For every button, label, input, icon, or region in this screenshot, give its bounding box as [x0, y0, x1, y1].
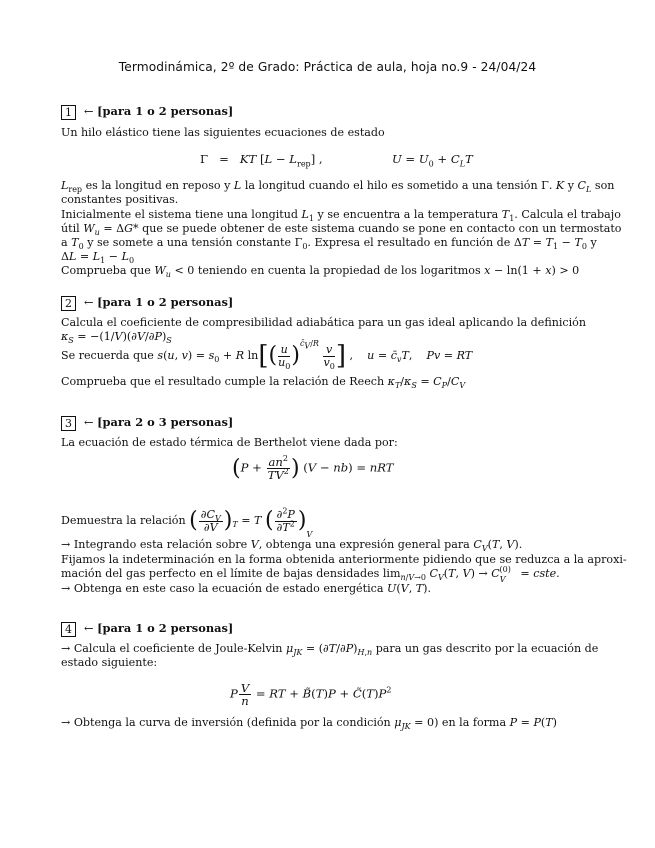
- group-size: [para 2 o 3 personas]: [97, 415, 234, 429]
- problem-2-text: Se recuerda que s(u, $v) = s_0 + R$ ln[( $\frac{u}{u_0}$ )$^{c̄_V/R}$ $\frac{v}{v_0}$ ] , $u = c̄_vT$, Pv = RT: [61, 339, 473, 371]
- problem-4-text: → Calcula el coeficiente de Joule-Kelvin $\mu_{JK} = (\partial T/\partial P)_{H,n}$ para un gas descrito por la ecuación de: [61, 642, 599, 658]
- problem-1-header: 1 ← [para 1 o 2 personas]: [61, 104, 233, 120]
- problem-3-text: mación del gas perfecto en el límite de bajas densidades $\lim_{n/V\to 0} C_V(T$, $V) \to C_V^{(0)}$ = cste.: [61, 565, 560, 585]
- problem-1-text: Un hilo elástico tiene las siguientes ecuaciones de estado: [61, 126, 385, 139]
- state-equations: Γ = KT $[L - L_{rep}]$ , $U = U_0 + C_LT$: [200, 152, 473, 169]
- problem-3-text: La ecuación de estado térmica de Berthelot viene dada por:: [61, 436, 398, 449]
- problem-2-text: $\kappa_S = -(1/V)(\partial V/\partial P)_S$: [61, 330, 172, 346]
- group-size: [para 1 o 2 personas]: [97, 104, 234, 118]
- page-title: Termodinámica, 2º de Grado: Práctica de aula, hoja no.9 - 24/04/24: [118, 60, 537, 74]
- problem-2-text: Calcula el coeficiente de compresibilidad adiabática para un gas ideal aplicando la definición: [61, 316, 587, 329]
- problem-1-text: Inicialmente el sistema tiene una longitud $L_1$ y se encuentra a la temperatura $T_1$. Calcula el trabajo: [61, 208, 621, 224]
- problem-4-text: estado siguiente:: [61, 656, 158, 669]
- group-size: [para 1 o 2 personas]: [97, 295, 234, 309]
- problem-1-text: útil $W_u = \Delta G*$ que se puede obtener de este sistema cuando se pone en contacto con un termostato: [61, 222, 622, 238]
- problem-1-text: constantes positivas.: [61, 193, 179, 206]
- problem-3-text: → Integrando esta relación sobre V, obtenga una expresión general para $C_V(T$, V).: [61, 538, 523, 554]
- problem-4-header: 4 ← [para 1 o 2 personas]: [61, 621, 233, 637]
- problem-number: 2: [61, 296, 76, 311]
- problem-2-header: 2 ← [para 1 o 2 personas]: [61, 295, 233, 311]
- problem-number: 4: [61, 622, 76, 637]
- berthelot-equation: (P + $\frac{an^2}{TV^2}$ ) (V − nb) = nRT: [232, 454, 394, 482]
- problem-1-text: Comprueba que $W_u < 0$ teniendo en cuenta la propiedad de los logaritmos x − ln(1 + x) > 0: [61, 264, 580, 280]
- problem-number: 1: [61, 105, 76, 120]
- problem-2-text: Comprueba que el resultado cumple la relación de Reech $\kappa_T/\kappa_S = C_P/C_V$: [61, 375, 466, 391]
- problem-4-text: → Obtenga la curva de inversión (definida por la condición $\mu_{JK} = 0$) en la forma P = P(T): [61, 716, 557, 732]
- problem-3-text: Demuestra la relación ( $\frac{\partial C_V}{\partial V}$ )$_T = T$ ( $\frac{\partial^2P}{\partial T^2}$ )$_V$: [61, 505, 313, 540]
- problem-3-text: → Obtenga en este caso la ecuación de estado energética U(V, T).: [61, 582, 432, 595]
- group-size: [para 1 o 2 personas]: [97, 621, 234, 635]
- problem-1-text: a $T_0$ y se somete a una tensión constante $\Gamma_0$. Expresa el resultado en función de $\Delta T = T_1 - T_0$ y: [61, 236, 597, 252]
- problem-3-text: Fijamos la indeterminación en la forma obtenida anteriormente pidiendo que se reduzca a la aproxi-: [61, 553, 627, 566]
- problem-1-text: $L_{rep}$ es la longitud en reposo y L la longitud cuando el hilo es sometido a una tensión Γ. K y $C_L$ son: [61, 179, 615, 195]
- virial-equation: P $\frac{V}{n}$ = RT + B̃(T)P + $C̃(T)P^2$: [230, 681, 392, 708]
- problem-1-text: $\Delta L = L_1 - L_0$: [61, 250, 135, 266]
- problem-3-header: 3 ← [para 2 o 3 personas]: [61, 415, 233, 431]
- problem-number: 3: [61, 416, 76, 431]
